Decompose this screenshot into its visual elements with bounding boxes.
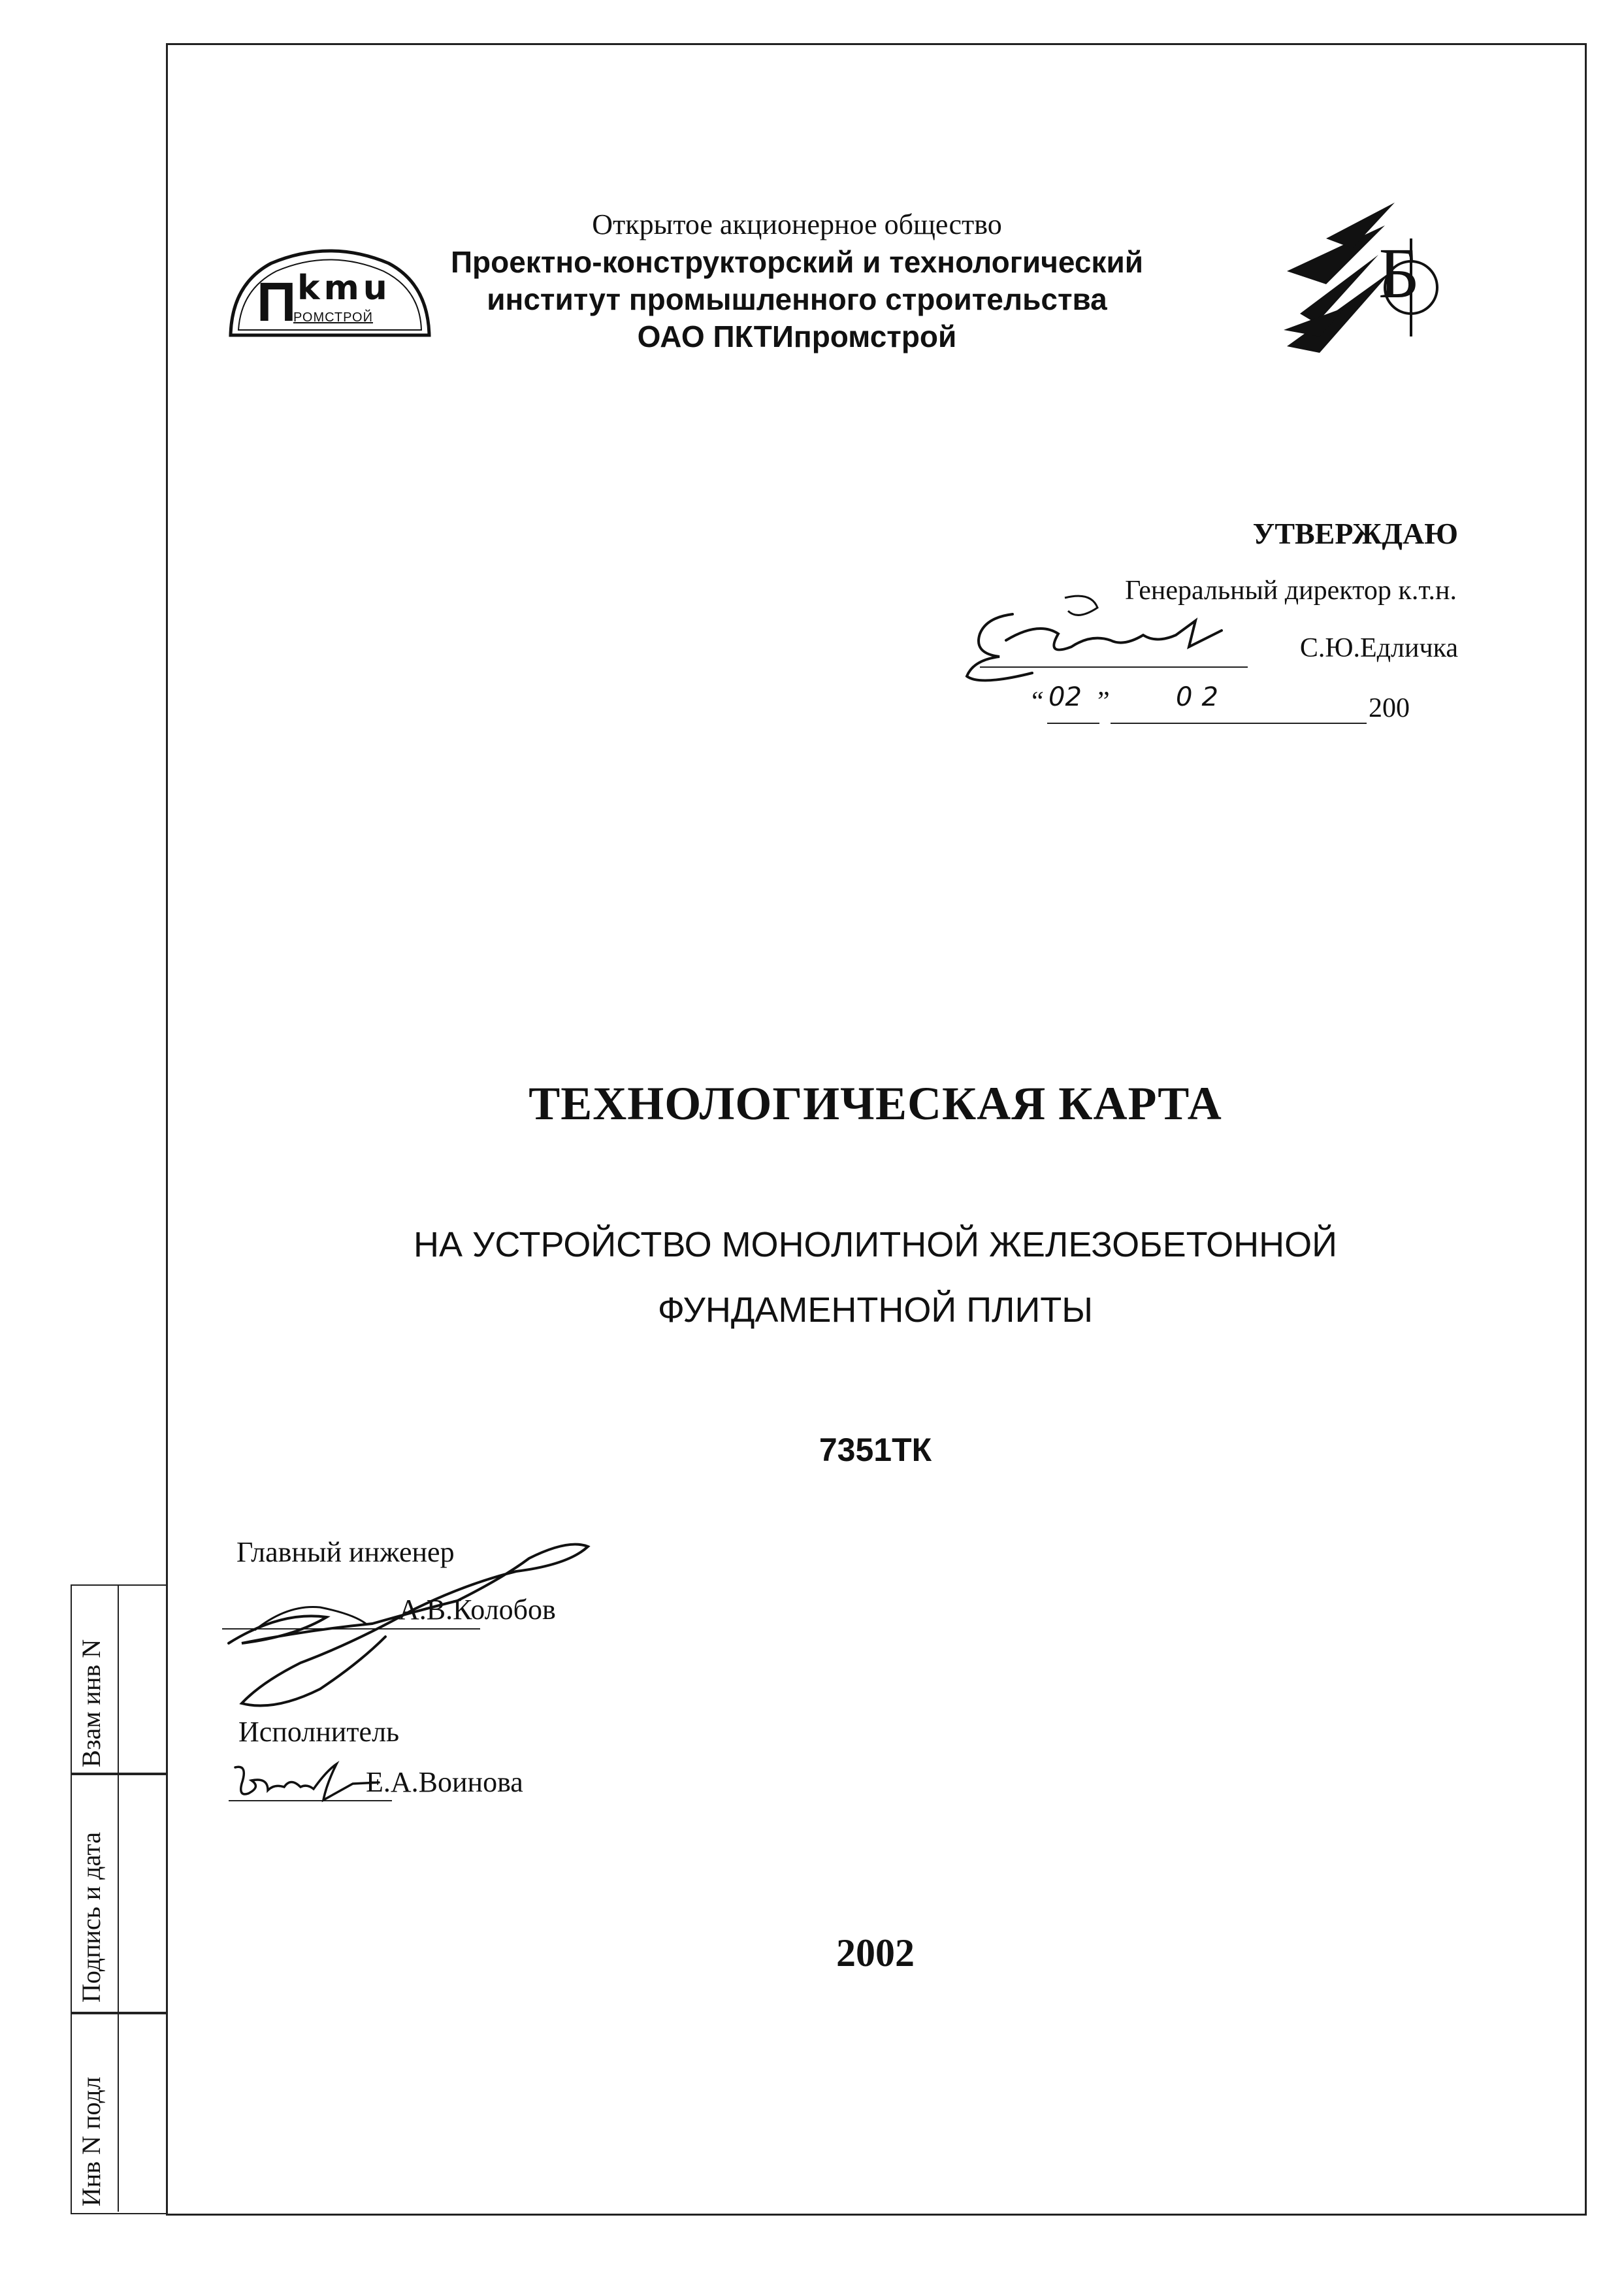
document-year: 2002 bbox=[836, 1931, 915, 1974]
date-year-prefix: 200 bbox=[1369, 693, 1410, 723]
svg-text:Б: Б bbox=[1378, 233, 1420, 313]
stamp-label-original: Инв N подл bbox=[76, 2076, 106, 2206]
date-day-underline bbox=[1047, 723, 1099, 724]
chief-engineer-role: Главный инженер bbox=[236, 1536, 455, 1568]
approval-title: УТВЕРЖДАЮ bbox=[1252, 517, 1458, 550]
approver-name: С.Ю.Едличка bbox=[1299, 633, 1458, 663]
logo-subtext: РОМСТРОЙ bbox=[293, 310, 373, 325]
logo-letter: П bbox=[257, 271, 297, 333]
date-quote-close: ” bbox=[1097, 687, 1110, 717]
approval-date bbox=[1029, 682, 1447, 732]
stamp-label-replacement: Взам инв N bbox=[76, 1639, 106, 1767]
subtitle-line2: ФУНДАМЕНТНОЙ ПЛИТЫ bbox=[657, 1290, 1094, 1330]
side-stamp-column bbox=[71, 1584, 166, 2213]
subtitle-line1: НА УСТРОЙСТВО МОНОЛИТНОЙ ЖЕЛЕЗОБЕТОННОЙ bbox=[414, 1225, 1337, 1264]
org-short-name: ОАО ПКТИпромстрой bbox=[637, 320, 957, 353]
date-day: 02 bbox=[1048, 682, 1082, 712]
chief-engineer-signature bbox=[203, 1532, 608, 1715]
date-month-underline bbox=[1111, 723, 1367, 724]
org-name-line2: институт промышленного строительства bbox=[487, 282, 1107, 316]
logo-text: kmu bbox=[297, 269, 391, 308]
director-signature bbox=[960, 595, 1241, 686]
document-code: 7351ТК bbox=[819, 1432, 932, 1468]
approver-position: Генеральный директор к.т.н. bbox=[1125, 576, 1457, 606]
org-type: Открытое акционерное общество bbox=[592, 208, 1002, 240]
date-month: 02 bbox=[1176, 682, 1227, 712]
executor-signature bbox=[229, 1758, 379, 1810]
document-subtitle bbox=[170, 1212, 1581, 1343]
org-name-line1: Проектно-конструкторский и технологический bbox=[450, 245, 1144, 279]
date-quote-open: “ bbox=[1029, 687, 1045, 717]
right-emblem-logo bbox=[1280, 199, 1444, 363]
emblem-graphic bbox=[1280, 199, 1444, 363]
executor-name: Е.А.Воинова bbox=[366, 1766, 523, 1798]
stamp-label-signature-date: Подпись и дата bbox=[76, 1831, 106, 2003]
stamp-inner-divider bbox=[118, 1584, 119, 2212]
document-title: ТЕХНОЛОГИЧЕСКАЯ КАРТА bbox=[528, 1077, 1222, 1130]
chief-engineer-name: А.В.Колобов bbox=[398, 1594, 556, 1626]
executor-role: Исполнитель bbox=[238, 1716, 400, 1748]
organization-header bbox=[366, 206, 1228, 355]
